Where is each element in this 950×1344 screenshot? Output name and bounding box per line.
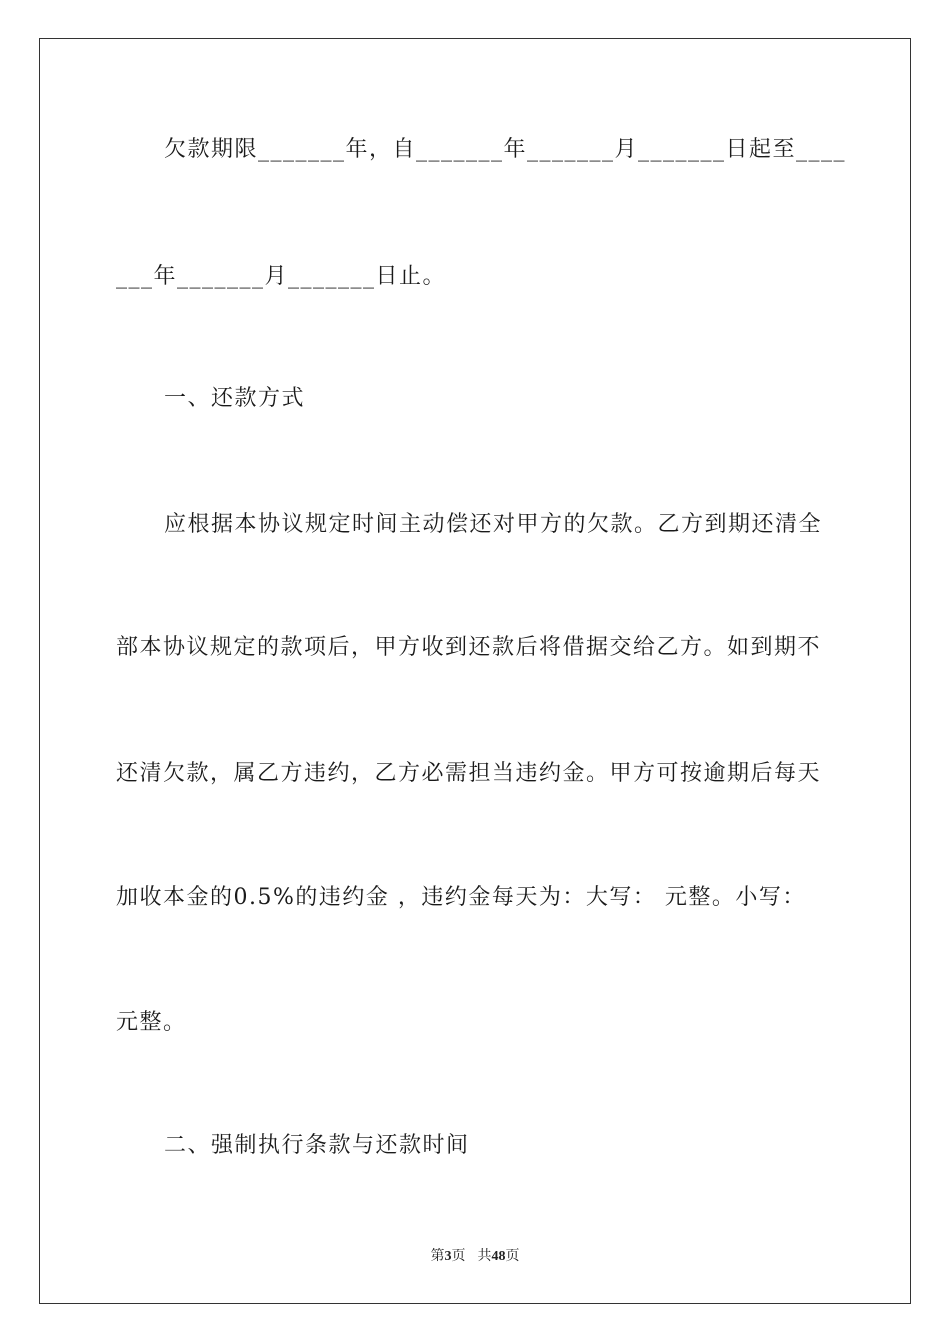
repayment-paragraph-line-3: 还清欠款，属乙方违约，乙方必需担当违约金。甲方可按逾期后每天	[116, 761, 822, 786]
section-heading-enforcement: 二、强制执行条款与还款时间	[164, 1133, 470, 1158]
repayment-paragraph-line-4: 加收本金的0.5%的违约金 ，违约金每天为：大写： 元整。小写：	[116, 885, 806, 910]
loan-term-line-2: ___年_______月_______日止。	[116, 264, 447, 289]
loan-term-line-1: 欠款期限_______年，自_______年_______月_______日起至____	[164, 137, 847, 162]
repayment-paragraph-line-1: 应根据本协议规定时间主动偿还对甲方的欠款。乙方到期还清全	[164, 512, 823, 537]
page-suffix: 页	[451, 1249, 466, 1264]
repayment-paragraph-line-2: 部本协议规定的款项后，甲方收到还款后将借据交给乙方。如到期不	[116, 635, 822, 660]
page-footer	[0, 1248, 950, 1266]
repayment-paragraph-line-5: 元整。	[116, 1010, 187, 1035]
page-border	[39, 38, 911, 1304]
page-number: 3	[444, 1249, 452, 1264]
total-pages: 48	[491, 1249, 506, 1264]
total-prefix: 共	[477, 1249, 492, 1264]
page-prefix: 第	[430, 1249, 445, 1264]
total-suffix: 页	[505, 1249, 520, 1264]
section-heading-repayment-method: 一、还款方式	[164, 386, 306, 411]
